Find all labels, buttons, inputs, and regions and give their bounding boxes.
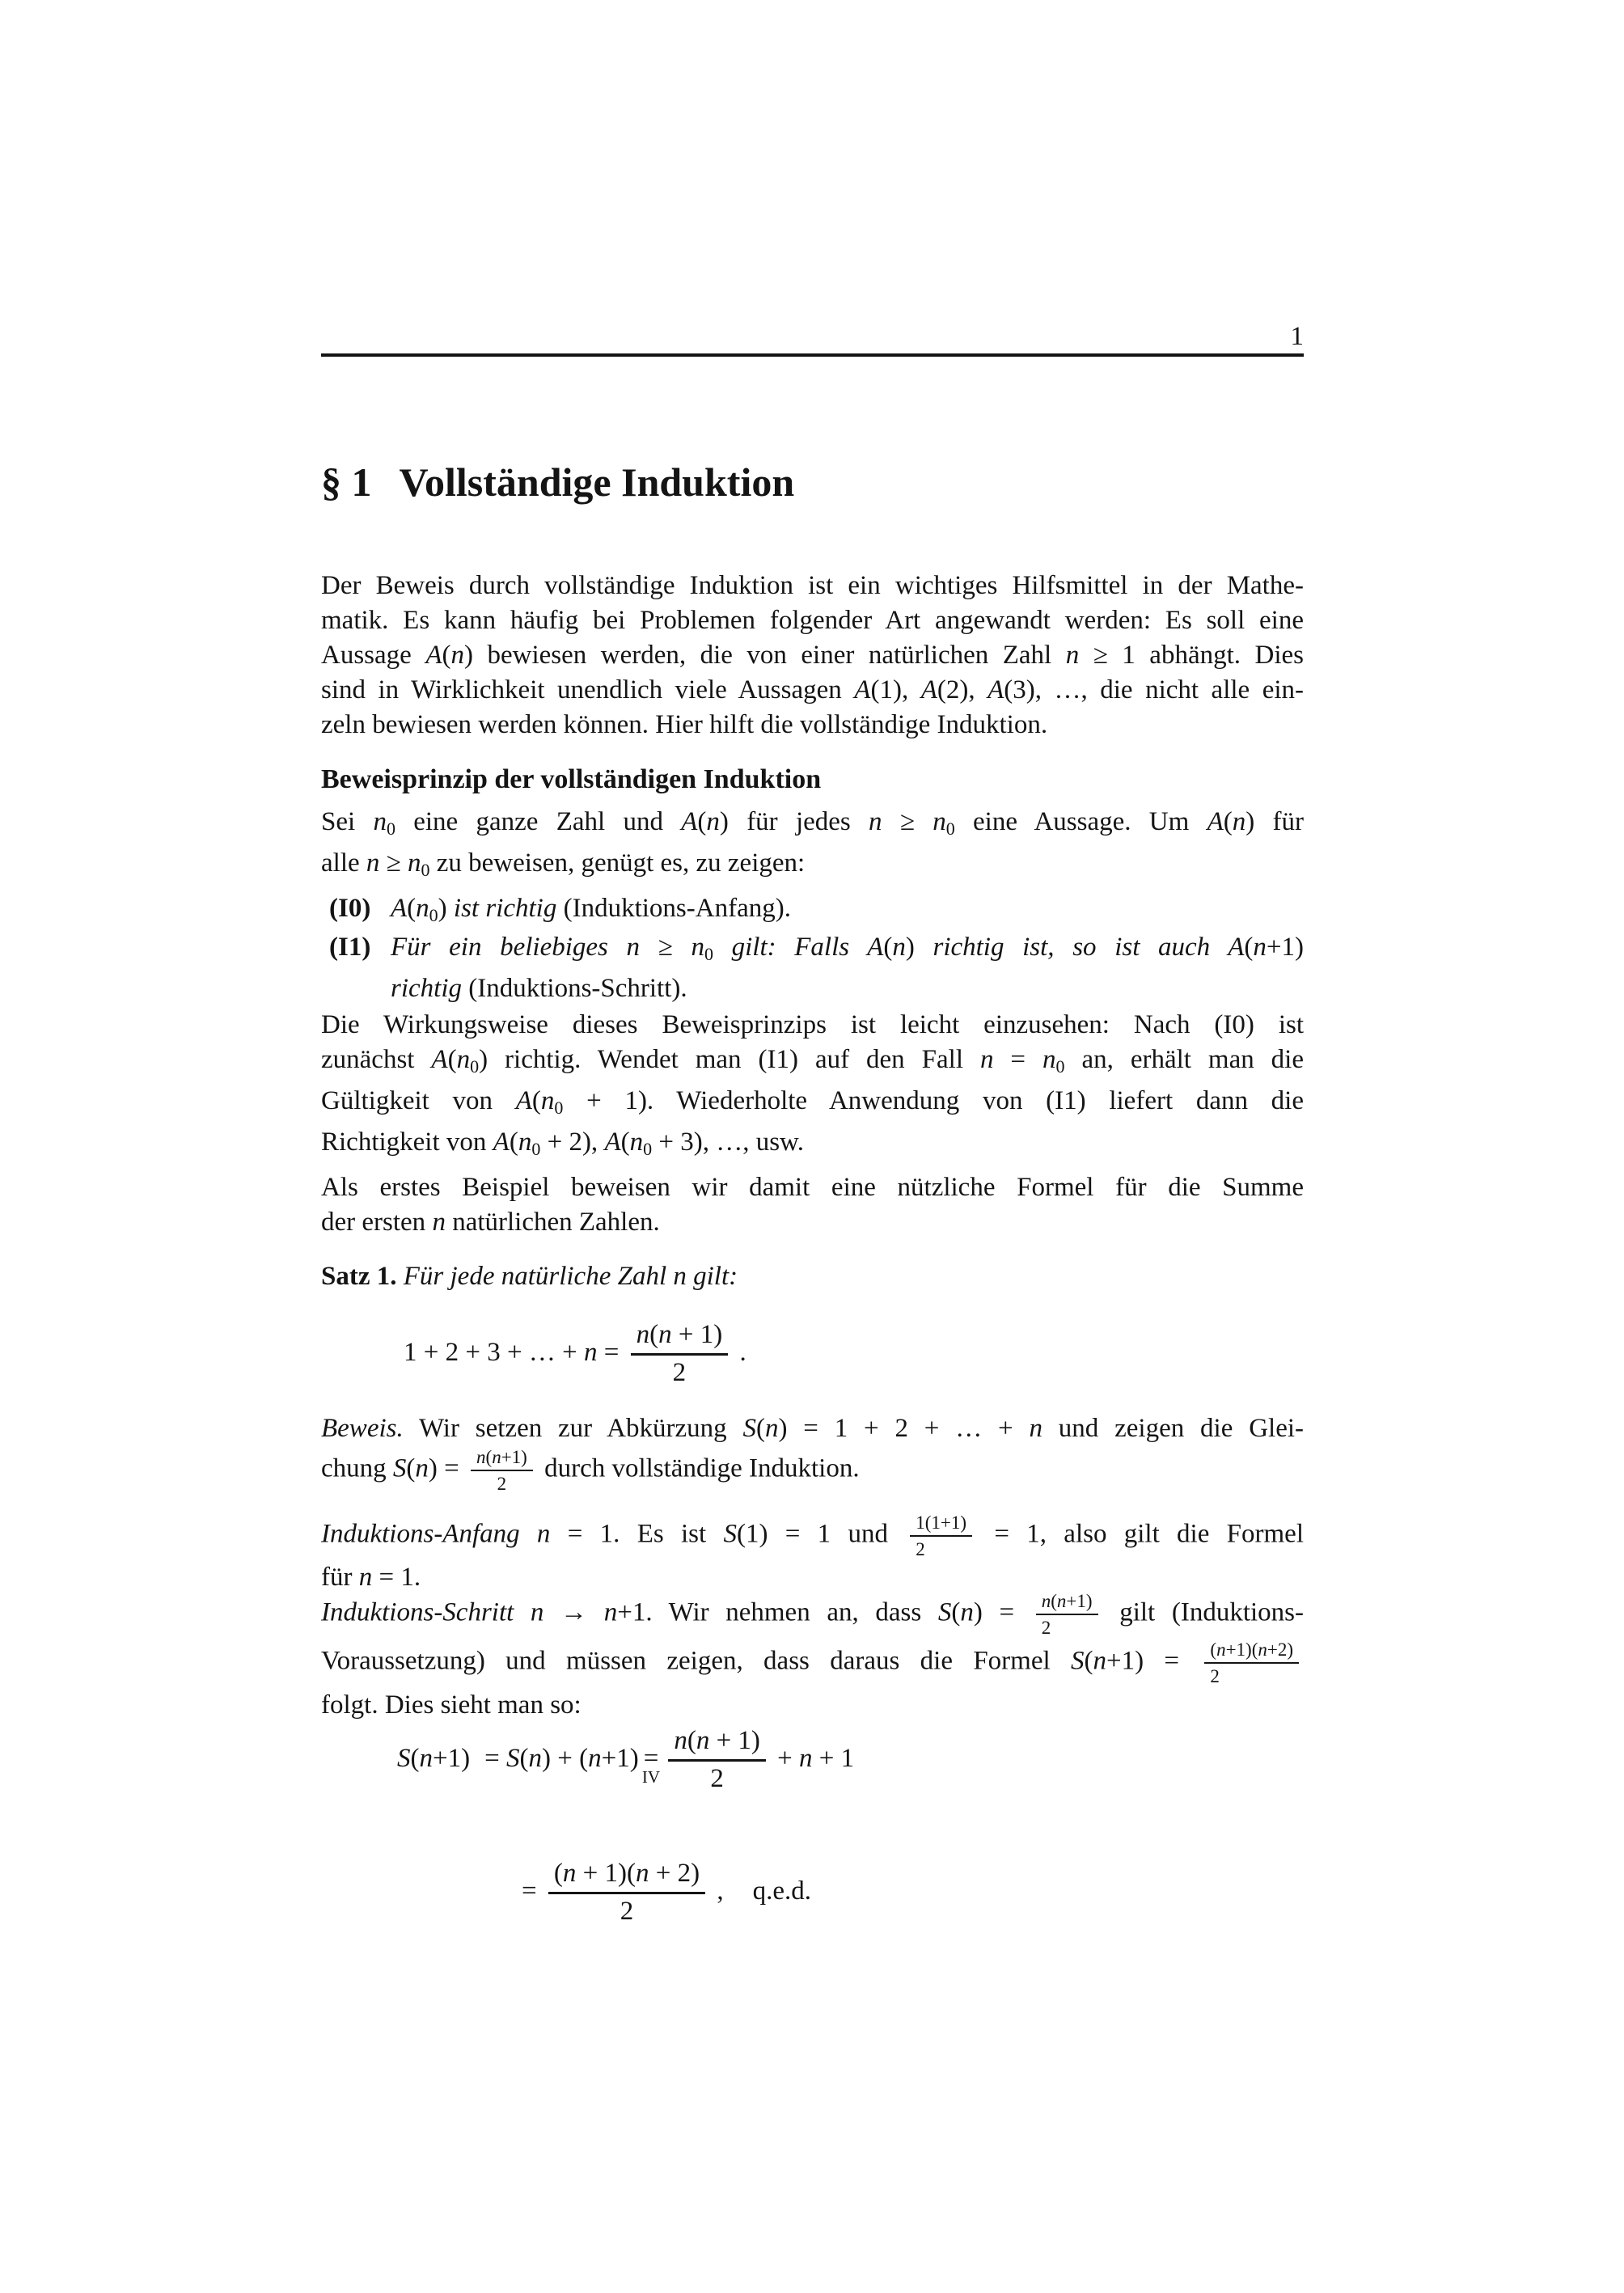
paragraph-mechanism (321, 1008, 1304, 1166)
text-line: sind in Wirklichkeit unendlich viele Aussagen A(1), A(2), A(3), …, die nicht alle ein- (321, 675, 1304, 704)
fraction: $\frac{n(n + 1)}{2}$ (631, 1319, 729, 1389)
theorem-satz-1 (321, 1259, 1304, 1294)
text-line: chung S(n) = $\frac{n(n+1)}{2}$ durch vollständige Induktion. (321, 1447, 860, 1495)
text-line: Satz 1. Für jede natürliche Zahl n gilt: (321, 1262, 738, 1291)
section-title: Vollständige Induktion (399, 459, 795, 505)
text-line: Richtigkeit von A(n0 + 2), A(n0 + 3), …, usw. (321, 1127, 804, 1159)
text-line: folgt. Dies sieht man so: (321, 1690, 582, 1720)
text-line: A(n0) ist richtig (Induktions-Anfang). (391, 894, 791, 925)
display-formula-sum (321, 1310, 1304, 1394)
list-item-i1 (321, 930, 1304, 1006)
section-heading (321, 458, 1304, 506)
text-line: zeln bewiesen werden können. Hier hilft die vollständige Induktion. (321, 710, 1048, 739)
paragraph-example (321, 1170, 1304, 1240)
text-line: Gültigkeit von A(n0 + 1). Wiederholte Anwendung von (I1) liefert dann die (321, 1086, 1305, 1118)
text-line: 1 + 2 + 3 + … + n = $\frac{n(n + 1)}{2}$ . (404, 1320, 746, 1388)
list-item-label: (I0) (329, 894, 371, 923)
text-line: zunächst A(n0) richtig. Wendet man (I1) auf den Fall n = n0 an, erhält man die (321, 1045, 1304, 1077)
list-item-body (391, 930, 1304, 1006)
text-line: Induktions-Schritt n → n+1. Wir nehmen an, dass S(n) = $\frac{n(n+1)}{2}$ gilt (Induktions- (321, 1591, 1304, 1639)
text-line: Voraussetzung) und müssen zeigen, dass daraus die Formel S(n+1) = $\frac{(n+1)(n+2)}{2}$ (321, 1639, 1304, 1687)
display-equation-row-1 (321, 1705, 1304, 1812)
paragraph-principle (321, 805, 1304, 887)
section-number: § 1 (321, 459, 372, 505)
text-line: richtig (Induktions-Schritt). (391, 974, 687, 1003)
text-line: alle n ≥ n0 zu beweisen, genügt es, zu zeigen: (321, 848, 806, 880)
text-line: für n = 1. (321, 1563, 421, 1593)
paragraph-induction-step (321, 1590, 1304, 1723)
text-line: Beweis. Wir setzen zur Abkürzung S(n) = 1 + 2 + … + n und zeigen die Glei- (321, 1414, 1305, 1443)
text-line: Als erstes Beispiel beweisen wir damit eine nützliche Formel für die Summe (321, 1173, 1304, 1202)
fraction: $\frac{n(n+1)}{2}$ (1036, 1590, 1098, 1639)
paragraph-intro (321, 569, 1304, 742)
page-number: 1 (1290, 322, 1304, 351)
text-line: Sei n0 eine ganze Zahl und A(n) für jedes n ≥ n0 eine Aussage. Um A(n) für (321, 807, 1304, 839)
text-line: = $\frac{(n + 1)(n + 2)}{2}$ , q.e.d. (522, 1859, 811, 1927)
text-line: Aussage A(n) bewiesen werden, die von einer natürlichen Zahl n ≥ 1 abhängt. Dies (321, 641, 1304, 670)
paragraph-induction-base (321, 1512, 1304, 1595)
text-line: der ersten n natürlichen Zahlen. (321, 1208, 660, 1237)
text-line: matik. Es kann häufig bei Problemen folgender Art angewandt werden: Es soll eine (321, 606, 1304, 635)
text-line: Für ein beliebiges n ≥ n0 gilt: Falls A(n) richtig ist, so ist auch A(n+1) (391, 933, 1304, 964)
text-line: Die Wirkungsweise dieses Beweisprinzips ist leicht einzusehen: Nach (I0) ist (321, 1010, 1304, 1039)
header-rule (321, 353, 1304, 357)
fraction: $\frac{(n+1)(n+2)}{2}$ (1204, 1639, 1299, 1687)
list-item-label: (I1) (329, 933, 371, 962)
text-line: Induktions-Anfang n = 1. Es ist S(1) = 1 und $\frac{1(1+1)}{2}$ = 1, also gilt die Formel (321, 1512, 1304, 1560)
fraction: $\frac{1(1+1)}{2}$ (910, 1512, 972, 1560)
list-item-body (391, 891, 1304, 933)
subsection-heading: Beweisprinzip der vollständigen Induktion (321, 764, 822, 794)
paragraph-proof-start (321, 1411, 1304, 1495)
fraction: $\frac{n(n+1)}{2}$ (471, 1446, 533, 1495)
text-line: Der Beweis durch vollständige Induktion ist ein wichtiges Hilfsmittel in der Mathe- (321, 571, 1304, 600)
list-item-i0 (321, 891, 1304, 933)
fraction: $\frac{n(n + 1)}{2}$ (668, 1725, 766, 1795)
equals-annotated-iv: = IV (641, 1744, 661, 1787)
display-equation-row-2 (321, 1838, 1304, 1944)
text-line: S(n+1) = S(n) + (n+1) = IV $\frac{n(n + 1)}{2}$ + n + 1 (397, 1726, 855, 1794)
fraction: $\frac{(n + 1)(n + 2)}{2}$ (548, 1858, 705, 1927)
